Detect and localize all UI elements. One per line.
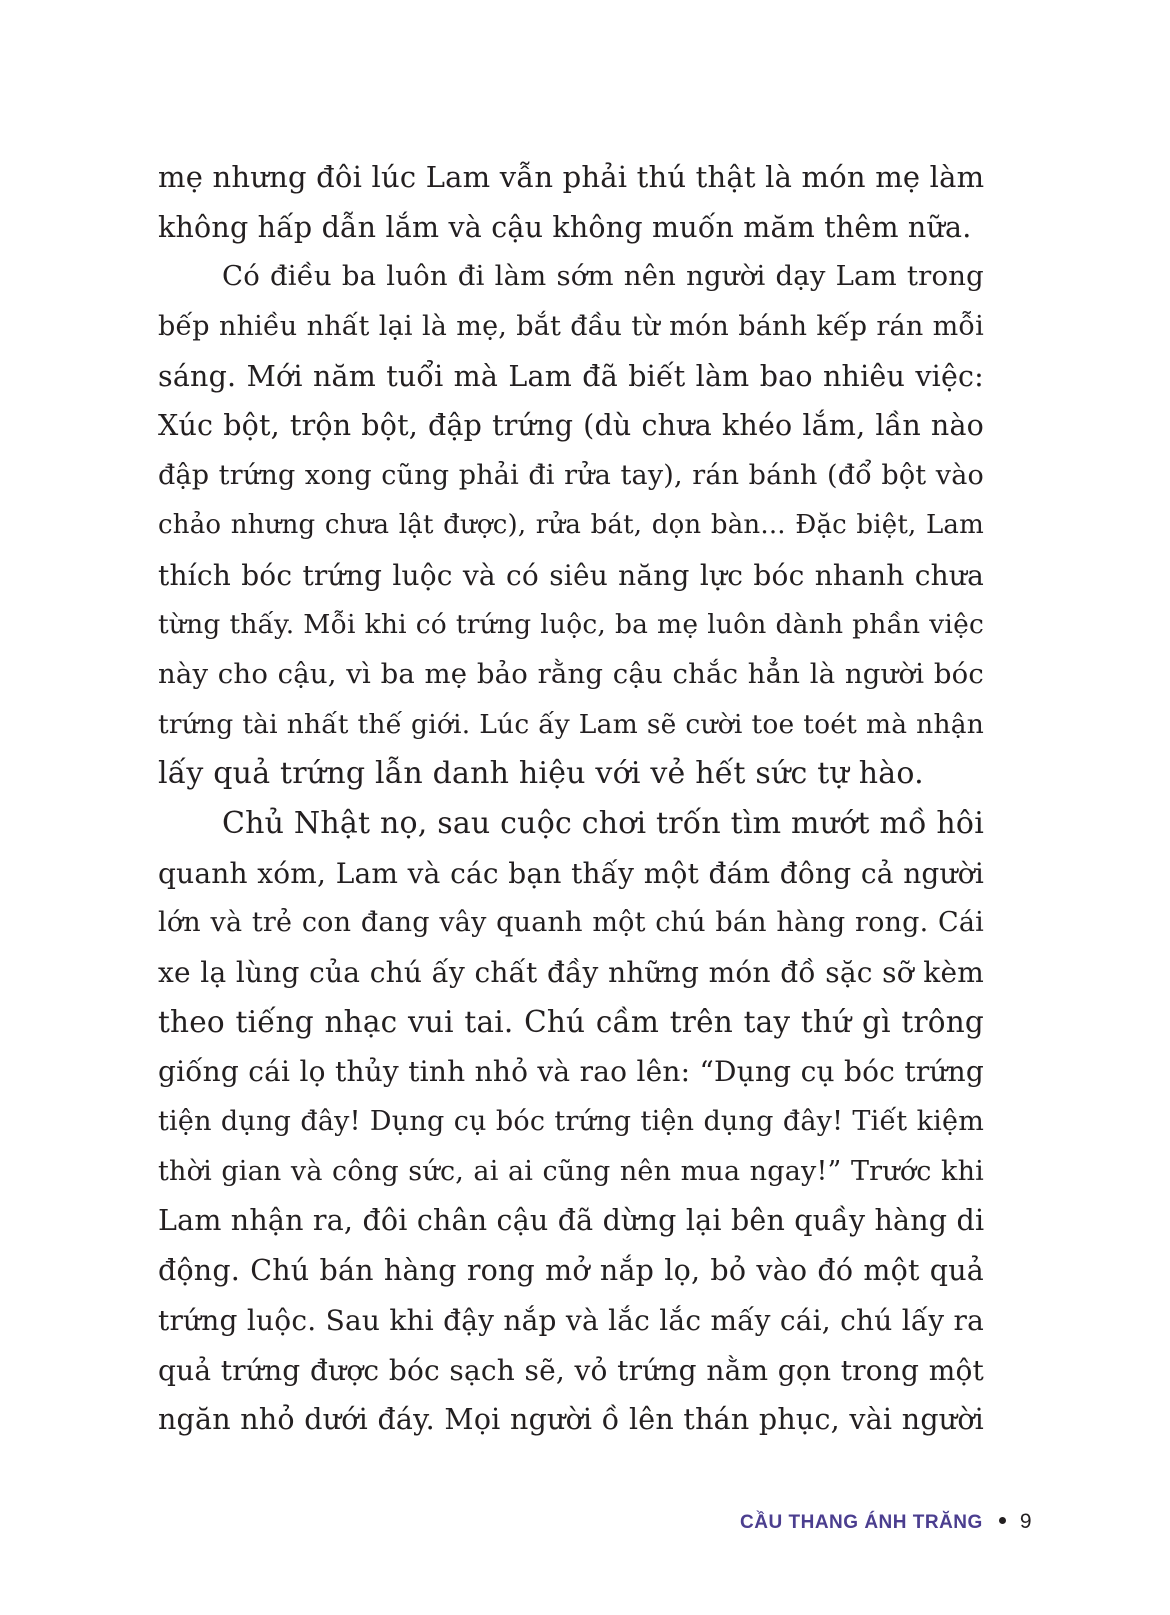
page-footer xyxy=(740,1510,1032,1534)
text-line: trứng luộc. Sau khi đậy nắp và lắc lắc mấy cái, chú lấy ra xyxy=(158,1303,984,1337)
body-text xyxy=(158,153,984,1445)
text-line: thời gian và công sức, ai ai cũng nên mua ngay!” Trước khi xyxy=(158,1155,984,1187)
text-line: quanh xóm, Lam và các bạn thấy một đám đông cả người xyxy=(158,856,984,890)
text-line: trứng tài nhất thế giới. Lúc ấy Lam sẽ cười toe toét mà nhận xyxy=(158,708,984,740)
text-line: ngăn nhỏ dưới đáy. Mọi người ồ lên thán phục, vài người xyxy=(158,1403,984,1437)
text-line: này cho cậu, vì ba mẹ bảo rằng cậu chắc hẳn là người bóc xyxy=(158,657,984,690)
text-line: giống cái lọ thủy tinh nhỏ và rao lên: “Dụng cụ bóc trứng xyxy=(158,1055,984,1089)
text-line: tiện dụng đây! Dụng cụ bóc trứng tiện dụng đây! Tiết kiệm xyxy=(158,1106,984,1138)
running-title: CẦU THANG ÁNH TRĂNG xyxy=(740,1512,983,1533)
text-line: Lam nhận ra, đôi chân cậu đã dừng lại bên quầy hàng di xyxy=(158,1204,985,1238)
text-line: bếp nhiều nhất lại là mẹ, bắt đầu từ món bánh kếp rán mỗi xyxy=(158,311,984,343)
page-number: 9 xyxy=(1019,1510,1032,1533)
text-line: từng thấy. Mỗi khi có trứng luộc, ba mẹ luôn dành phần việc xyxy=(158,609,984,641)
text-line: theo tiếng nhạc vui tai. Chú cầm trên tay thứ gì trông xyxy=(158,1004,984,1039)
text-line: Xúc bột, trộn bột, đập trứng (dù chưa khéo lắm, lần nào xyxy=(158,409,984,443)
text-line: thích bóc trứng luộc và có siêu năng lực bóc nhanh chưa xyxy=(158,558,984,592)
bullet-separator-icon xyxy=(999,1517,1006,1524)
text-line: sáng. Mới năm tuổi mà Lam đã biết làm bao nhiêu việc: xyxy=(158,359,984,393)
text-line: không hấp dẫn lắm và cậu không muốn măm thêm nữa. xyxy=(158,210,972,244)
text-line: lớn và trẻ con đang vây quanh một chú bán hàng rong. Cái xyxy=(158,907,984,939)
text-line: xe lạ lùng của chú ấy chất đầy những món đồ sặc sỡ kèm xyxy=(158,956,984,989)
text-line: quả trứng được bóc sạch sẽ, vỏ trứng nằm gọn trong một xyxy=(158,1353,984,1387)
text-line: Chủ Nhật nọ, sau cuộc chơi trốn tìm mướt mồ hôi xyxy=(222,805,984,841)
text-line: chảo nhưng chưa lật được), rửa bát, dọn bàn... Đặc biệt, Lam xyxy=(158,509,984,540)
text-line: Có điều ba luôn đi làm sớm nên người dạy Lam trong xyxy=(222,260,984,293)
text-line: mẹ nhưng đôi lúc Lam vẫn phải thú thật là món mẹ làm xyxy=(158,160,985,194)
text-line: đập trứng xong cũng phải đi rửa tay), rán bánh (đổ bột vào xyxy=(158,460,984,492)
text-line: lấy quả trứng lẫn danh hiệu với vẻ hết sức tự hào. xyxy=(158,756,924,792)
text-line: động. Chú bán hàng rong mở nắp lọ, bỏ vào đó một quả xyxy=(158,1254,984,1288)
